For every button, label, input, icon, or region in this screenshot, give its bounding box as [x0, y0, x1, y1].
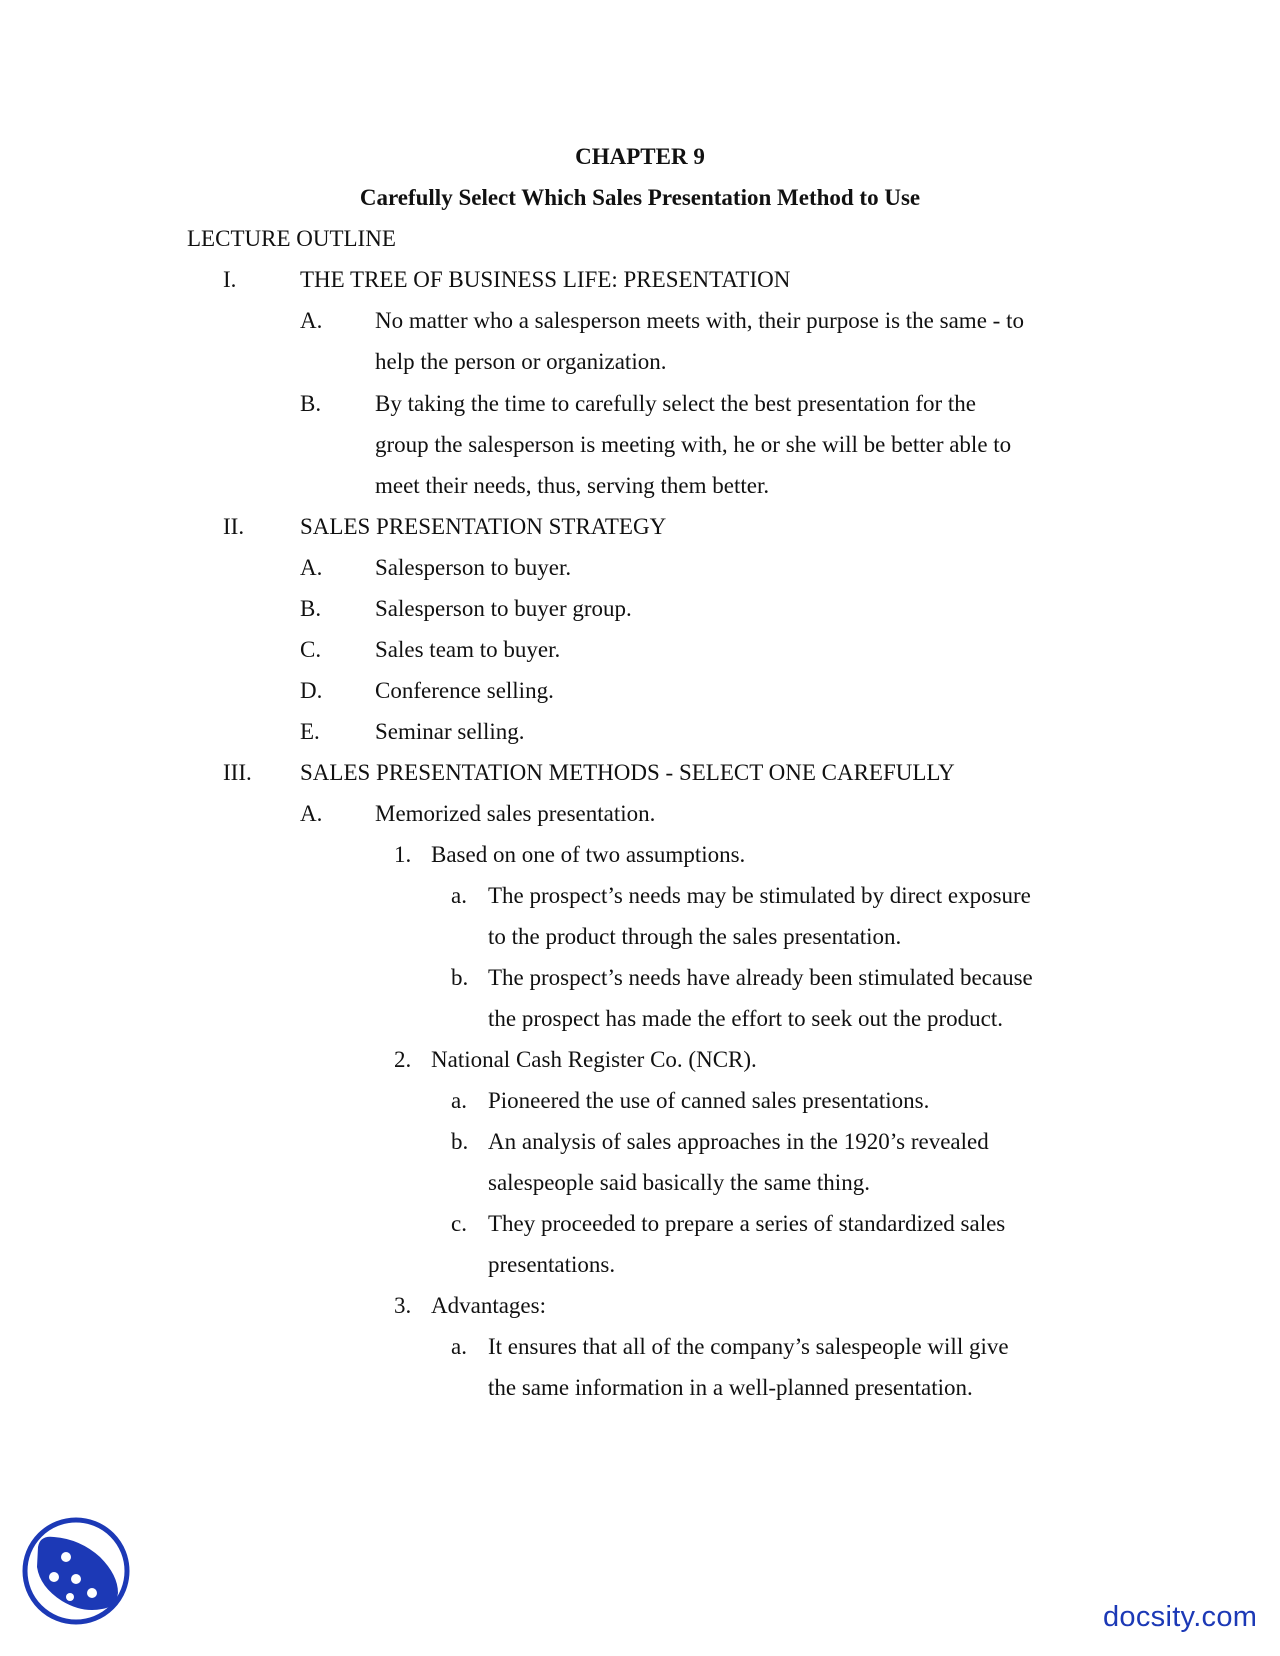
item-marker: A.	[300, 308, 323, 333]
subsubitem-marker: a.	[451, 883, 467, 908]
subsubitem-text: salespeople said basically the same thing.	[488, 1170, 870, 1195]
item-text: By taking the time to carefully select the best presentation for the	[375, 391, 976, 416]
item-text: Memorized sales presentation.	[375, 801, 656, 826]
item-marker: A.	[300, 801, 323, 826]
item-marker: E.	[300, 719, 320, 744]
docsity-brand-link[interactable]: docsity.com	[1103, 1601, 1258, 1633]
item-marker: D.	[300, 678, 323, 703]
subsubitem-marker: a.	[451, 1334, 467, 1359]
item-text: Sales team to buyer.	[375, 637, 561, 662]
subsubitem-text: presentations.	[488, 1252, 616, 1277]
chapter-heading: CHAPTER 9	[575, 144, 705, 169]
item-marker: C.	[300, 637, 322, 662]
item-text: Seminar selling.	[375, 719, 525, 744]
item-text: Salesperson to buyer group.	[375, 596, 632, 621]
subsubitem-text: Pioneered the use of canned sales presentations.	[488, 1088, 930, 1113]
chapter-title: Carefully Select Which Sales Presentation Method to Use	[359, 185, 921, 210]
section-marker: I.	[223, 267, 237, 292]
item-text: Salesperson to buyer.	[375, 555, 572, 580]
section-heading: THE TREE OF BUSINESS LIFE: PRESENTATION	[300, 267, 791, 292]
subsubitem-text: It ensures that all of the company’s salespeople will give	[488, 1334, 1009, 1359]
subitem-marker: 2.	[394, 1047, 412, 1072]
subsubitem-text: the same information in a well-planned presentation.	[488, 1375, 973, 1400]
docsity-logo-icon[interactable]	[22, 1517, 130, 1625]
subsubitem-marker: b.	[451, 965, 469, 990]
item-text: help the person or organization.	[375, 349, 667, 374]
subitem-marker: 1.	[394, 842, 412, 867]
item-marker: B.	[300, 596, 322, 621]
item-text: No matter who a salesperson meets with, their purpose is the same - to	[375, 308, 1024, 333]
subsubitem-marker: a.	[451, 1088, 467, 1113]
subsubitem-text: the prospect has made the effort to seek out the product.	[488, 1006, 1003, 1031]
section-heading: SALES PRESENTATION STRATEGY	[300, 514, 667, 539]
subsubitem-text: The prospect’s needs may be stimulated by direct exposure	[488, 883, 1031, 908]
subitem-text: Advantages:	[431, 1293, 546, 1318]
section-marker: II.	[223, 514, 245, 539]
item-text: meet their needs, thus, serving them better.	[375, 473, 770, 498]
item-marker: B.	[300, 391, 322, 416]
section-label: LECTURE OUTLINE	[187, 226, 396, 251]
item-text: Conference selling.	[375, 678, 554, 703]
subitem-text: Based on one of two assumptions.	[431, 842, 746, 867]
item-marker: A.	[300, 555, 323, 580]
section-heading: SALES PRESENTATION METHODS - SELECT ONE CAREFULLY	[300, 760, 955, 785]
subsubitem-text: An analysis of sales approaches in the 1920’s revealed	[488, 1129, 989, 1154]
item-text: group the salesperson is meeting with, he or she will be better able to	[375, 432, 1012, 457]
subsubitem-text: The prospect’s needs have already been stimulated because	[488, 965, 1033, 990]
subsubitem-marker: b.	[451, 1129, 469, 1154]
subitem-marker: 3.	[394, 1293, 412, 1318]
section-marker: III.	[223, 760, 252, 785]
subsubitem-text: to the product through the sales presentation.	[488, 924, 902, 949]
subsubitem-marker: c.	[451, 1211, 467, 1236]
subitem-text: National Cash Register Co. (NCR).	[431, 1047, 757, 1072]
subsubitem-text: They proceeded to prepare a series of standardized sales	[488, 1211, 1006, 1236]
